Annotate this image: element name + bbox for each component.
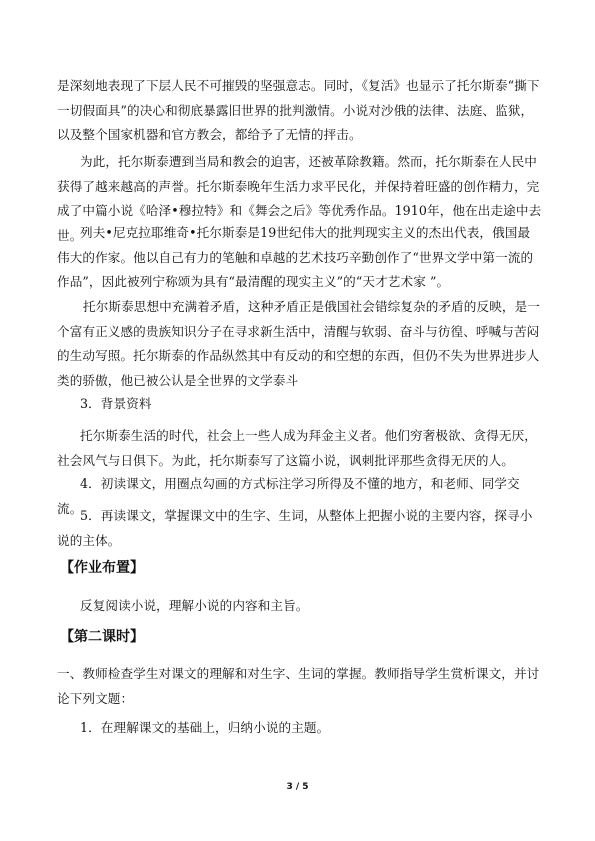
paragraph-fuhuo-summary: 是深刻地表现了下层人民不可摧毁的坚强意志。同时，《复活》也显示了托尔斯泰“撕下一切假面具”的决心和彻底暴露旧世界的批判激情。小说对沙俄的法律、法庭、监狱，以及整个国家机器和官方教会，都给予了无情的抨击。: [57, 78, 540, 142]
heading-homework: 【作业布置】: [60, 560, 144, 576]
paragraph-first-reading: 4．初读课文，用圈点勾画的方式标注学习所得及不懂的地方，和老师、同学交流。: [57, 476, 520, 516]
paragraph-second-reading: 5．再读课文，掌握课文中的生字、生词，从整体上把握小说的主要内容，探寻小说的主体。: [57, 508, 533, 548]
paragraph-background-heading: 3．背景资料: [80, 396, 152, 411]
paragraph-persecution: 为此，托尔斯泰遭到当局和教会的迫害，还被革除教籍。然而，托尔斯泰在人民中获得了越来越高的声誉。托尔斯泰晚年生活力求平民化，并保持着旺盛的创作精力，完成了中篇小说《哈泽•穆拉特》和《舞会之后》等优秀作品。1910年，他在出走途中去世。: [57, 154, 542, 243]
paragraph-background: 托尔斯泰生活的时代，社会上一些人成为拜金主义者。他们穷奢极欲、贪得无厌，社会风气与日俱下。为此，托尔斯泰写了这篇小说，讽刺批评那些贪得无厌的人。: [57, 428, 537, 468]
paragraph-teacher-check: 一、教师检查学生对课文的理解和对生字、生词的掌握。教师指导学生赏析课文，并讨论下列文题：: [57, 666, 540, 706]
paragraph-contradictions: 托尔斯泰思想中充满着矛盾，这种矛盾正是俄国社会错综复杂的矛盾的反映，是一个富有正义感的贵族知识分子在寻求新生活中，清醒与软弱、奋斗与彷徨、呼喊与苦闷的生动写照。托尔斯泰的作品纵然其中有反动的和空想的东西，但仍不失为世界进步人类的骄傲，他已被公认是全世界的文学泰斗: [57, 299, 540, 388]
paragraph-theme-question: 1．在理解课文的基础上，归纳小说的主题。: [80, 720, 330, 735]
paragraph-tolstoy-intro: 列夫•尼克拉耶维奇•托尔斯泰是19世纪伟大的批判现实主义的杰出代表，俄国最伟大的作家。他以自己有力的笔触和卓越的艺术技巧辛勤创作了“世界文学中第一流的作品”，因此被列宁称颂为具有“最清醒的现实主义”的“天才艺术家 ”。: [57, 225, 534, 289]
paragraph-homework: 反复阅读小说，理解小说的内容和主旨。: [80, 598, 309, 613]
heading-second-lesson: 【第二课时】: [60, 629, 144, 645]
page-number: 3 / 5: [286, 782, 309, 792]
